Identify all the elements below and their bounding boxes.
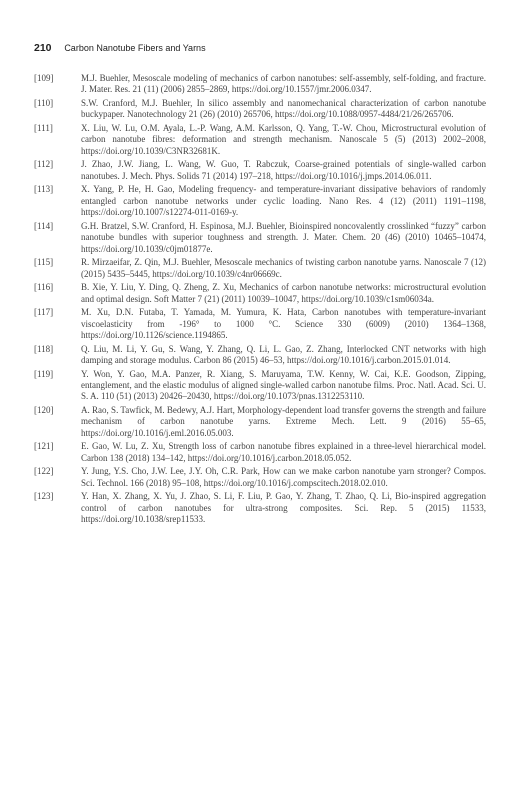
reference-text: X. Yang, P. He, H. Gao, Modeling frequency- and temperature-invariant dissipative behaviors of randomly entangled carbon nanotube networks under cyclic loading. Nano Res. 4 (12) (2011) 1191–1198, https://doi.org/10.1007/s12274-011-0169-y. — [81, 184, 486, 218]
reference-entry — [34, 123, 486, 157]
reference-number: [114] — [34, 220, 54, 231]
reference-number: [117] — [34, 307, 54, 318]
reference-entry — [34, 344, 486, 367]
page-number: 210 — [34, 42, 52, 54]
chapter-title: Carbon Nanotube Fibers and Yarns — [64, 43, 206, 53]
reference-text: S.W. Cranford, M.J. Buehler, In silico assembly and nanomechanical characterization of carbon nanotube buckypaper. Nanotechnology 21 (26) (2010) 265706, https://doi.org/10.1088/0957-4484/21/26/265706. — [81, 98, 486, 120]
reference-text: Y. Jung, Y.S. Cho, J.W. Lee, J.Y. Oh, C.R. Park, How can we make carbon nanotube yarn stronger? Compos. Sci. Technol. 166 (2018) 95–108, https://doi.org/10.1016/j.compscitech.2018.02.010. — [81, 466, 486, 488]
reference-number: [110] — [34, 98, 54, 108]
reference-number: [121] — [34, 441, 54, 452]
reference-number: [122] — [34, 466, 54, 477]
reference-text: M.J. Buehler, Mesoscale modeling of mechanics of carbon nanotubes: self-assembly, self-folding, and fracture. J. Mater. Res. 21 (11) (2006) 2855–2869, https://doi.org/10.1557/jmr.2006.0347. — [81, 73, 486, 95]
reference-number: [120] — [34, 405, 54, 416]
reference-entry — [34, 159, 486, 182]
reference-number: [116] — [34, 282, 54, 293]
reference-text: X. Liu, W. Lu, O.M. Ayala, L.-P. Wang, A.M. Karlsson, Q. Yang, T.-W. Chou, Microstructural evolution of carbon nanotube fibres: deformation and strength mechanism. Nanoscale 5 (5) (2013) 2002–2008, https://doi.org/10.1039/C3NR32681K. — [81, 123, 486, 156]
reference-number: [109] — [34, 73, 54, 83]
reference-text: E. Gao, W. Lu, Z. Xu, Strength loss of carbon nanotube fibres explained in a three-level hierarchical model. Carbon 138 (2018) 134–142, https://doi.org/10.1016/j.carbon.2018.05.052. — [81, 441, 486, 463]
reference-entry — [34, 491, 486, 525]
reference-number: [115] — [34, 257, 54, 268]
reference-number: [119] — [34, 368, 54, 379]
reference-text: R. Mirzaeifar, Z. Qin, M.J. Buehler, Mesoscale mechanics of twisting carbon nanotube yarns. Nanoscale 7 (12) (2015) 5435–5445, https://doi.org/10.1039/c4nr06669c. — [81, 257, 486, 279]
reference-entry — [34, 369, 486, 403]
reference-number: [123] — [34, 491, 54, 502]
reference-text: Q. Liu, M. Li, Y. Gu, S. Wang, Y. Zhang, Q. Li, L. Gao, Z. Zhang, Interlocked CNT networks with high damping and storage modulus. Carbon 86 (2015) 46–53, https://doi.org/10.1016/j.carbon.2015.01.014. — [81, 343, 486, 366]
reference-text: G.H. Bratzel, S.W. Cranford, H. Espinosa, M.J. Buehler, Bioinspired noncovalently crosslinked “fuzzy” carbon nanotube bundles with superior toughness and strength. J. Mater. Chem. 20 (46) (2010) 10465–10474, https://doi.org/10.1039/c0jm01877e. — [81, 220, 486, 254]
reference-text: Y. Won, Y. Gao, M.A. Panzer, R. Xiang, S. Maruyama, T.W. Kenny, W. Cai, K.E. Goodson, Zipping, entanglement, and the elastic modulus of aligned single-walled carbon nanotube films. Proc. Natl. Acad. Sci. U. S. A. 110 (51) (2013) 20426–20430, https://doi.org/10.1073/pnas.1312253110. — [81, 368, 486, 402]
reference-number: [111] — [34, 123, 53, 133]
reference-entry — [34, 405, 486, 439]
reference-number: [118] — [34, 343, 54, 354]
reference-number: [113] — [34, 184, 54, 195]
reference-entry — [34, 257, 486, 280]
reference-entry — [34, 441, 486, 464]
reference-entry — [34, 73, 486, 96]
reference-entry — [34, 307, 486, 341]
reference-entry — [34, 98, 486, 121]
reference-text: B. Xie, Y. Liu, Y. Ding, Q. Zheng, Z. Xu, Mechanics of carbon nanotube networks: microstructural evolution and optimal design. Soft Matter 7 (21) (2011) 10039–10047, https://doi.org/10.1039/c1sm06034a. — [81, 282, 486, 304]
reference-entry — [34, 184, 486, 218]
reference-text: Y. Han, X. Zhang, X. Yu, J. Zhao, S. Li, F. Liu, P. Gao, Y. Zhang, T. Zhao, Q. Li, Bio-inspired aggregation control of carbon nanotubes for ultra-strong composites. Sci. Rep. 5 (2015) 11533, https://doi.org/10.1038/srep11533. — [81, 491, 486, 525]
reference-text: A. Rao, S. Tawfick, M. Bedewy, A.J. Hart, Morphology-dependent load transfer governs the strength and failure mechanism of carbon nanotube yarns. Extreme Mech. Lett. 9 (2016) 55–65, https://doi.org/10.1016/j.eml.2016.05.003. — [81, 405, 486, 438]
reference-text: J. Zhao, J.W. Jiang, L. Wang, W. Guo, T. Rabczuk, Coarse-grained potentials of single-walled carbon nanotubes. J. Mech. Phys. Solids 71 (2014) 197–218, https://doi.org/10.1016/j.jmps.2014.06.011. — [81, 159, 486, 181]
reference-entry — [34, 466, 486, 489]
reference-entry — [34, 221, 486, 255]
reference-text: M. Xu, D.N. Futaba, T. Yamada, M. Yumura, K. Hata, Carbon nanotubes with temperature-invariant viscoelasticity from -196° to 1000 °C. Science 330 (6009) (2010) 1364–1368, https://doi.org/10.1126/science.1194865. — [81, 307, 486, 341]
reference-number: [112] — [34, 159, 54, 170]
reference-entry — [34, 282, 486, 305]
running-header — [34, 42, 491, 54]
reference-list — [34, 73, 486, 528]
